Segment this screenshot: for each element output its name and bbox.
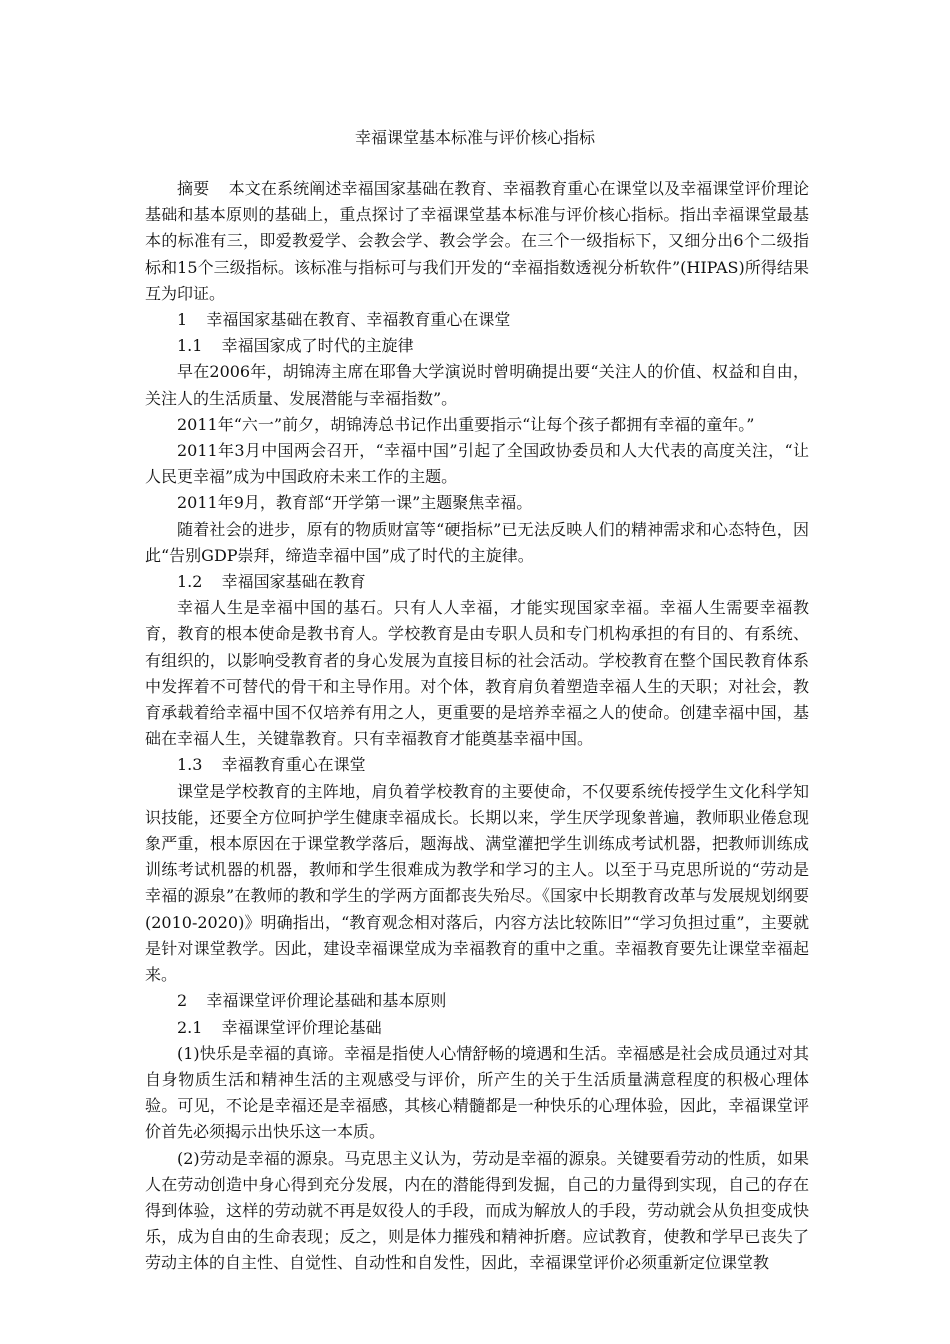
subsection-number: 1.2	[177, 572, 203, 592]
subsection-heading-1-2	[145, 569, 809, 595]
subsection-title: 幸福国家成了时代的主旋律	[221, 336, 414, 356]
subsection-number: 1.3	[177, 755, 203, 775]
abstract-paragraph	[145, 176, 809, 307]
section-heading-2	[145, 988, 809, 1014]
subsection-number: 1.1	[177, 336, 203, 356]
section-number: 1	[177, 310, 188, 330]
subsection-heading-1-3	[145, 752, 809, 778]
subsection-number: 2.1	[177, 1017, 203, 1037]
section-title: 幸福课堂评价理论基础和基本原则	[206, 991, 447, 1011]
paragraph: 2011年9月，教育部“开学第一课”主题聚焦幸福。	[177, 493, 533, 513]
paragraph: 早在2006年，胡锦涛主席在耶鲁大学演说时曾明确提出要“关注人的价值、权益和自由，关注人的生活质量、发展潜能与幸福指数”。	[145, 362, 809, 408]
paragraph: 课堂是学校教育的主阵地，肩负着学校教育的主要使命，不仅要系统传授学生文化科学知识技能，还要全方位呵护学生健康幸福成长。长期以来，学生厌学现象普遍，教师职业倦怠现象严重，根本原因在于课堂教学落后，题海战、满堂灌把学生训练成考试机器，把教师训练成训练考试机器的机器，教师和学生很难成为教学和学习的主人。以至于马克思所说的“劳动是幸福的源泉”在教师的教和学生的学两方面都丧失殆尽。《国家中长期教育改革与发展规划纲要(2010-2020)》明确指出，“教育观念相对落后，内容方法比较陈旧”“学习负担过重”，主要就是针对课堂教学。因此，建设幸福课堂成为幸福教育的重中之重。幸福教育要先让课堂幸福起来。	[145, 781, 809, 985]
subsection-title: 幸福课堂评价理论基础	[221, 1017, 382, 1037]
paragraph: 幸福人生是幸福中国的基石。只有人人幸福，才能实现国家幸福。幸福人生需要幸福教育，教育的根本使命是教书育人。学校教育是由专职人员和专门机构承担的有目的、有系统、有组织的，以影响受教育者的身心发展为直接目标的社会活动。学校教育在整个国民教育体系中发挥着不可替代的骨干和主导作用。对个体，教育肩负着塑造幸福人生的天职；对社会，教育承载着给幸福中国不仅培养有用之人，更重要的是培养幸福之人的使命。创建幸福中国，基础在幸福人生，关键靠教育。只有幸福教育才能奠基幸福中国。	[145, 598, 809, 749]
subsection-heading-1-1	[145, 333, 809, 359]
abstract-label: 摘要	[177, 179, 210, 198]
paragraph: 2011年3月中国两会召开，“幸福中国”引起了全国政协委员和人大代表的高度关注，“让人民更幸福”成为中国政府未来工作的主题。	[145, 441, 809, 487]
document-title: 幸福课堂基本标准与评价核心指标	[354, 128, 595, 147]
subsection-title: 幸福国家基础在教育	[221, 572, 366, 592]
section-title: 幸福国家基础在教育、幸福教育重心在课堂	[206, 310, 511, 330]
abstract-text: 本文在系统阐述幸福国家基础在教育、幸福教育重心在课堂以及幸福课堂评价理论基础和基本原则的基础上，重点探讨了幸福课堂基本标准与评价核心指标。指出幸福课堂最基本的标准有三，即爱教爱学、会教会学、教会学会。在三个一级指标下，又细分出6个二级指标和15个三级指标。该标准与指标可与我们开发的“幸福指数透视分析软件”(HIPAS)所得结果互为印证。	[145, 179, 809, 303]
section-number: 2	[177, 991, 188, 1011]
subsection-title: 幸福教育重心在课堂	[221, 755, 366, 775]
paragraph: 2011年“六一”前夕，胡锦涛总书记作出重要指示“让每个孩子都拥有幸福的童年。”	[177, 414, 755, 434]
section-heading-1	[145, 307, 809, 333]
paragraph: (1)快乐是幸福的真谛。幸福是指使人心情舒畅的境遇和生活。幸福感是社会成员通过对其自身物质生活和精神生活的主观感受与评价，所产生的关于生活质量满意程度的积极心理体验。可见，不论是幸福还是幸福感，其核心精髓都是一种快乐的心理体验，因此，幸福课堂评价首先必须揭示出快乐这一本质。	[145, 1043, 809, 1142]
paragraph: 随着社会的进步，原有的物质财富等“硬指标”已无法反映人们的精神需求和心态特色，因此“告别GDP崇拜，缔造幸福中国”成了时代的主旋律。	[145, 519, 809, 565]
document-body	[145, 176, 809, 1277]
subsection-heading-2-1	[145, 1015, 809, 1041]
paragraph: (2)劳动是幸福的源泉。马克思主义认为，劳动是幸福的源泉。关键要看劳动的性质，如果人在劳动创造中身心得到充分发展，内在的潜能得到发掘，自己的力量得到实现，自己的存在得到体验，这样的劳动就不再是奴役人的手段，而成为解放人的手段，劳动就会从负担变成快乐，成为自由的生命表现；反之，则是体力摧残和精神折磨。应试教育，使教和学早已丧失了劳动主体的自主性、自觉性、自动性和自发性，因此，幸福课堂评价必须重新定位课堂教	[145, 1148, 809, 1273]
